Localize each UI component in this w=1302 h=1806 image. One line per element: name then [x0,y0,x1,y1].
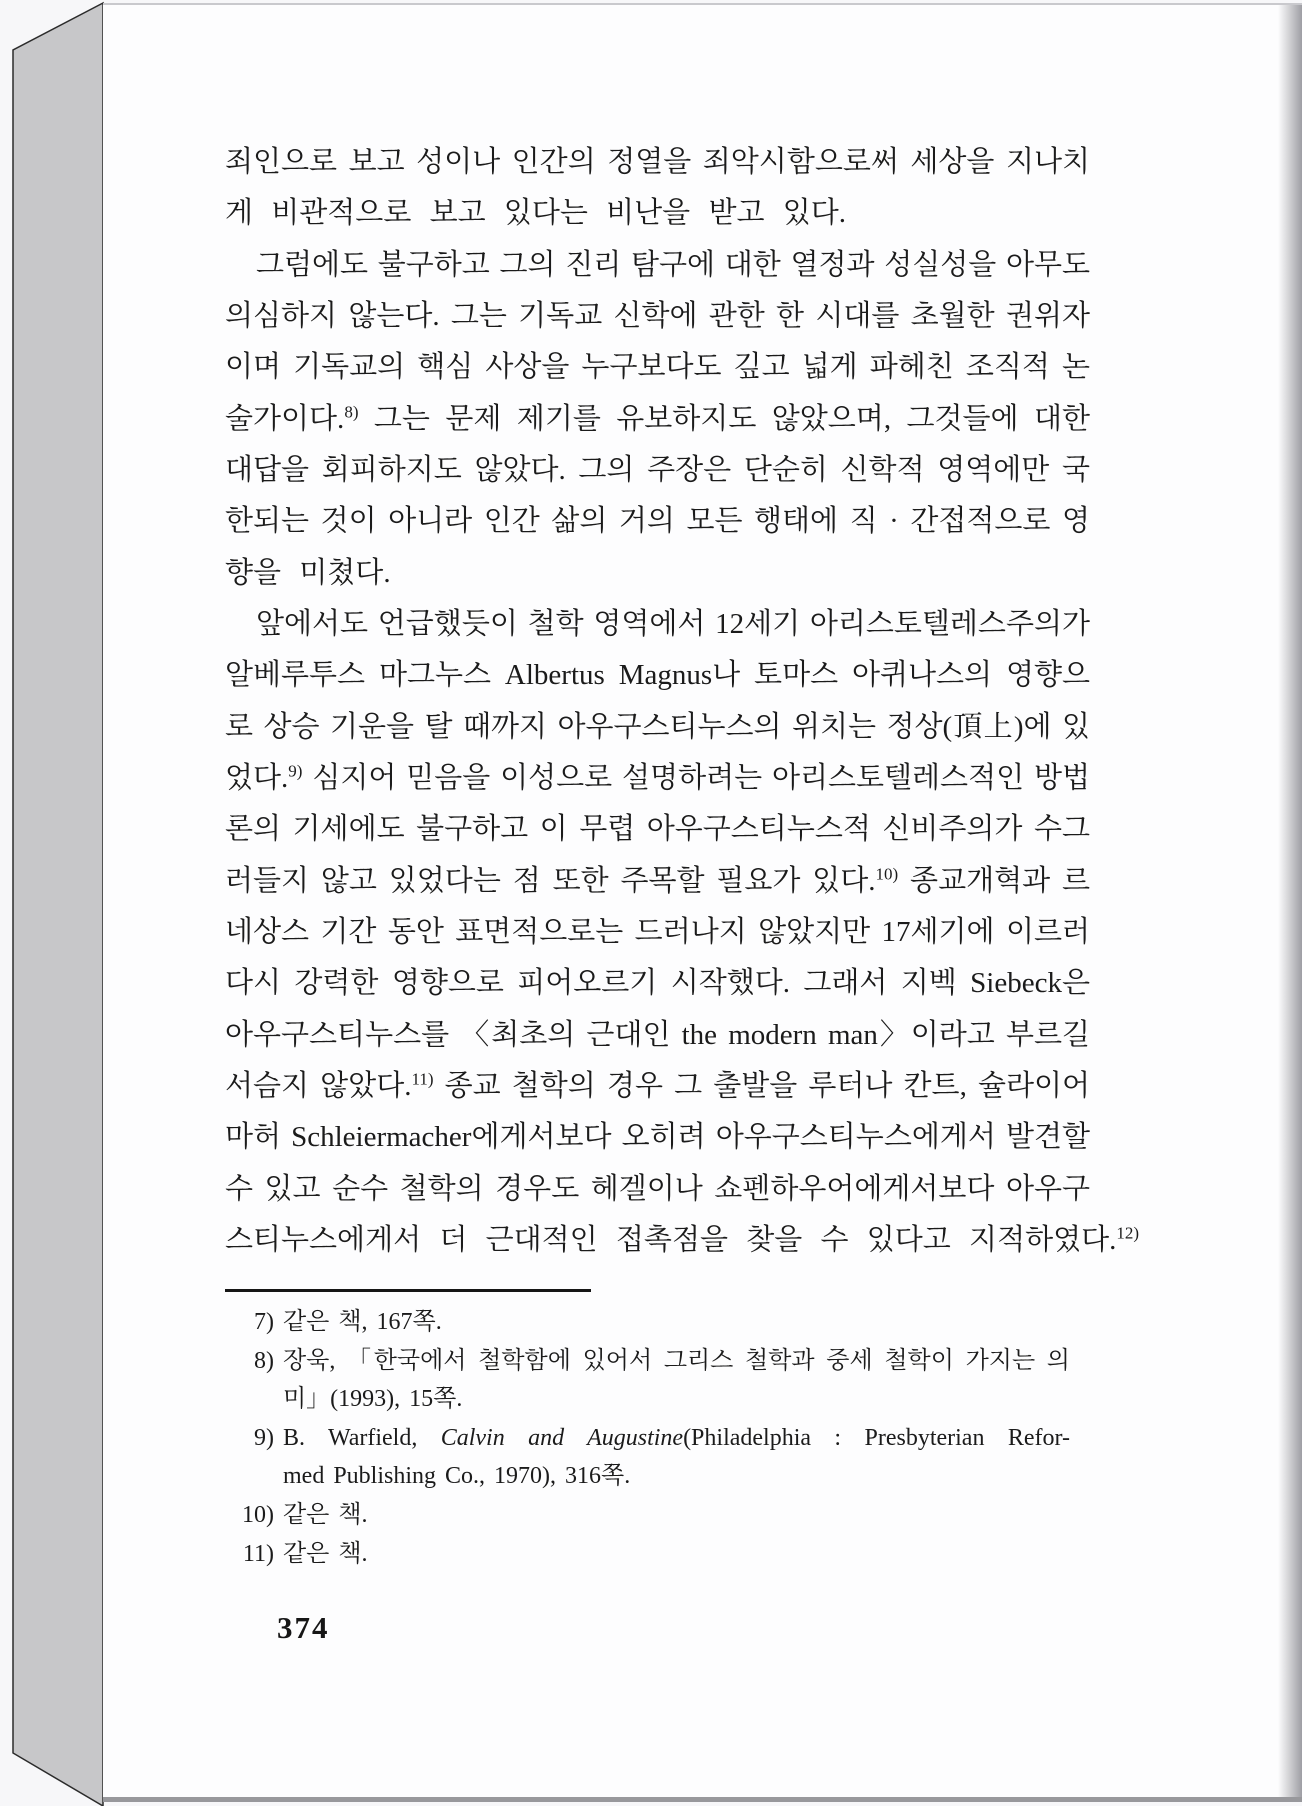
body-text [225,137,1140,1266]
line-text: 론의 기세에도 불구하고 이 무렵 아우구스티누스적 신비주의가 수그 [225,813,1090,846]
footnote-row [225,1535,1070,1574]
line-text: 그럼에도 불구하고 그의 진리 탐구에 대한 열정과 성실성을 아무도 [256,248,1090,281]
text-line [225,907,1090,958]
text-line [225,1010,1090,1061]
text-line [225,804,1090,855]
text-line [225,188,1090,239]
footnote-number [225,1457,283,1496]
footnote-text: B. Warfield, Calvin and Augustine(Philadelphia : Presbyterian Refor- [283,1424,1070,1451]
footnote-ref: 11) [411,1069,434,1089]
line-text: 로 상승 기운을 탈 때까지 아우구스티누스의 위치는 정상(頂上)에 있 [225,710,1090,743]
text-line [225,342,1090,393]
footnote-ref: 10) [875,863,899,883]
line-text: 네상스 기간 동안 표면적으로는 드러나지 않았지만 17세기에 이르러 [225,915,1090,948]
line-text: 심지어 믿음을 이성으로 설명하려는 아리스토텔레스적인 방법 [302,761,1090,794]
line-text: 다시 강력한 영향으로 피어오르기 시작했다. 그래서 지벡 Siebeck은 [225,967,1090,1000]
footnote-ref: 8) [344,401,359,421]
text-line [225,240,1090,291]
footnote-row [225,1457,1070,1496]
text-line [225,650,1090,701]
text-line [225,394,1090,445]
line-text: 었다. [225,761,289,794]
footnote-number: 8) [254,1347,274,1374]
text-line [225,291,1090,342]
line-text: 종교 철학의 경우 그 출발을 루터나 칸트, 슐라이어 [433,1069,1091,1102]
footnote-ref: 12) [1116,1223,1140,1243]
footnote-divider [225,1289,591,1292]
text-line [225,496,1090,547]
footnote-text: 장욱, 「한국에서 철학함에 있어서 그리스 철학과 중세 철학이 가지는 의 [283,1347,1070,1374]
footnote-number: 10) [242,1501,274,1528]
footnote-row [225,1303,1070,1342]
text-line [225,1061,1090,1112]
line-text: 마허 Schleiermacher에게서보다 오히려 아우구스티누스에게서 발견할 [225,1121,1090,1154]
text-line [225,548,1090,599]
footnote-number: 7) [254,1309,274,1335]
line-text: 수 있고 순수 철학의 경우도 헤겔이나 쇼펜하우어에게서보다 아우구 [225,1172,1090,1205]
line-text: 앞에서도 언급했듯이 철학 영역에서 12세기 아리스토텔레스주의가 [256,607,1090,640]
footnote-row [225,1496,1070,1535]
text-line [225,599,1090,650]
footnote-book-title: Calvin and Augustine [440,1424,684,1451]
line-text: 죄인으로 보고 성이나 인간의 정열을 죄악시함으로써 세상을 지나치 [225,146,1090,178]
text-line [225,753,1090,804]
footnote-row [225,1380,1070,1419]
footnote-text: 같은 책. [283,1501,368,1528]
page-right-shadow [1278,5,1302,1802]
line-text: 대답을 회피하지도 않았다. 그의 주장은 단순히 신학적 영역에만 국 [225,453,1090,486]
footnote-row [225,1342,1070,1381]
text-line [225,1112,1090,1163]
page-number: 374 [277,1610,330,1645]
page-bottom-edge [103,1797,1302,1802]
footnote-text: 미」(1993), 15쪽. [283,1386,463,1413]
footnote-text: 같은 책. [283,1540,368,1567]
text-line [225,445,1090,496]
line-text: 아우구스티누스를 〈최초의 근대인 the modern man〉이라고 부르길 [225,1018,1090,1051]
line-text: 이며 기독교의 핵심 사상을 누구보다도 깊고 넓게 파헤친 조직적 논 [225,351,1090,384]
text-line [225,856,1090,907]
line-text: 종교개혁과 르 [898,864,1090,897]
text-line [225,1164,1090,1215]
line-text: 서슴지 않았다. [225,1069,412,1102]
line-text: 의심하지 않는다. 그는 기독교 신학에 관한 한 시대를 초월한 권위자 [225,299,1090,332]
footnote-number: 9) [254,1424,274,1451]
footnote-text: med Publishing Co., 1970), 316쪽. [283,1463,631,1490]
text-line [225,702,1090,753]
line-text: 알베루투스 마그누스 Albertus Magnus나 토마스 아퀴나스의 영향으 [225,659,1090,692]
footnote-text: 같은 책, 167쪽. [283,1309,442,1335]
text-line [225,137,1090,188]
line-text: 술가이다. [225,402,345,435]
line-text: 향을 미쳤다. [225,556,391,589]
footnote-row [225,1419,1070,1458]
line-text: 러들지 않고 있었다는 점 또한 주목할 필요가 있다. [225,864,876,897]
line-text: 게 비관적으로 보고 있다는 비난을 받고 있다. [225,197,847,230]
line-text: 그는 문제 제기를 유보하지도 않았으며, 그것들에 대한 [358,402,1090,435]
text-line [225,1215,1140,1266]
line-text: 스티누스에게서 더 근대적인 접촉점을 찾을 수 있다고 지적하였다. [225,1223,1117,1256]
footnote-number: 11) [242,1540,274,1567]
footnotes [225,1303,1070,1573]
footnote-number [225,1380,283,1419]
line-text: 한되는 것이 아니라 인간 삶의 거의 모든 행태에 직 · 간접적으로 영 [225,505,1090,538]
text-line [225,958,1090,1009]
page-stack-edge [13,3,103,1806]
footnote-ref: 9) [288,761,303,781]
